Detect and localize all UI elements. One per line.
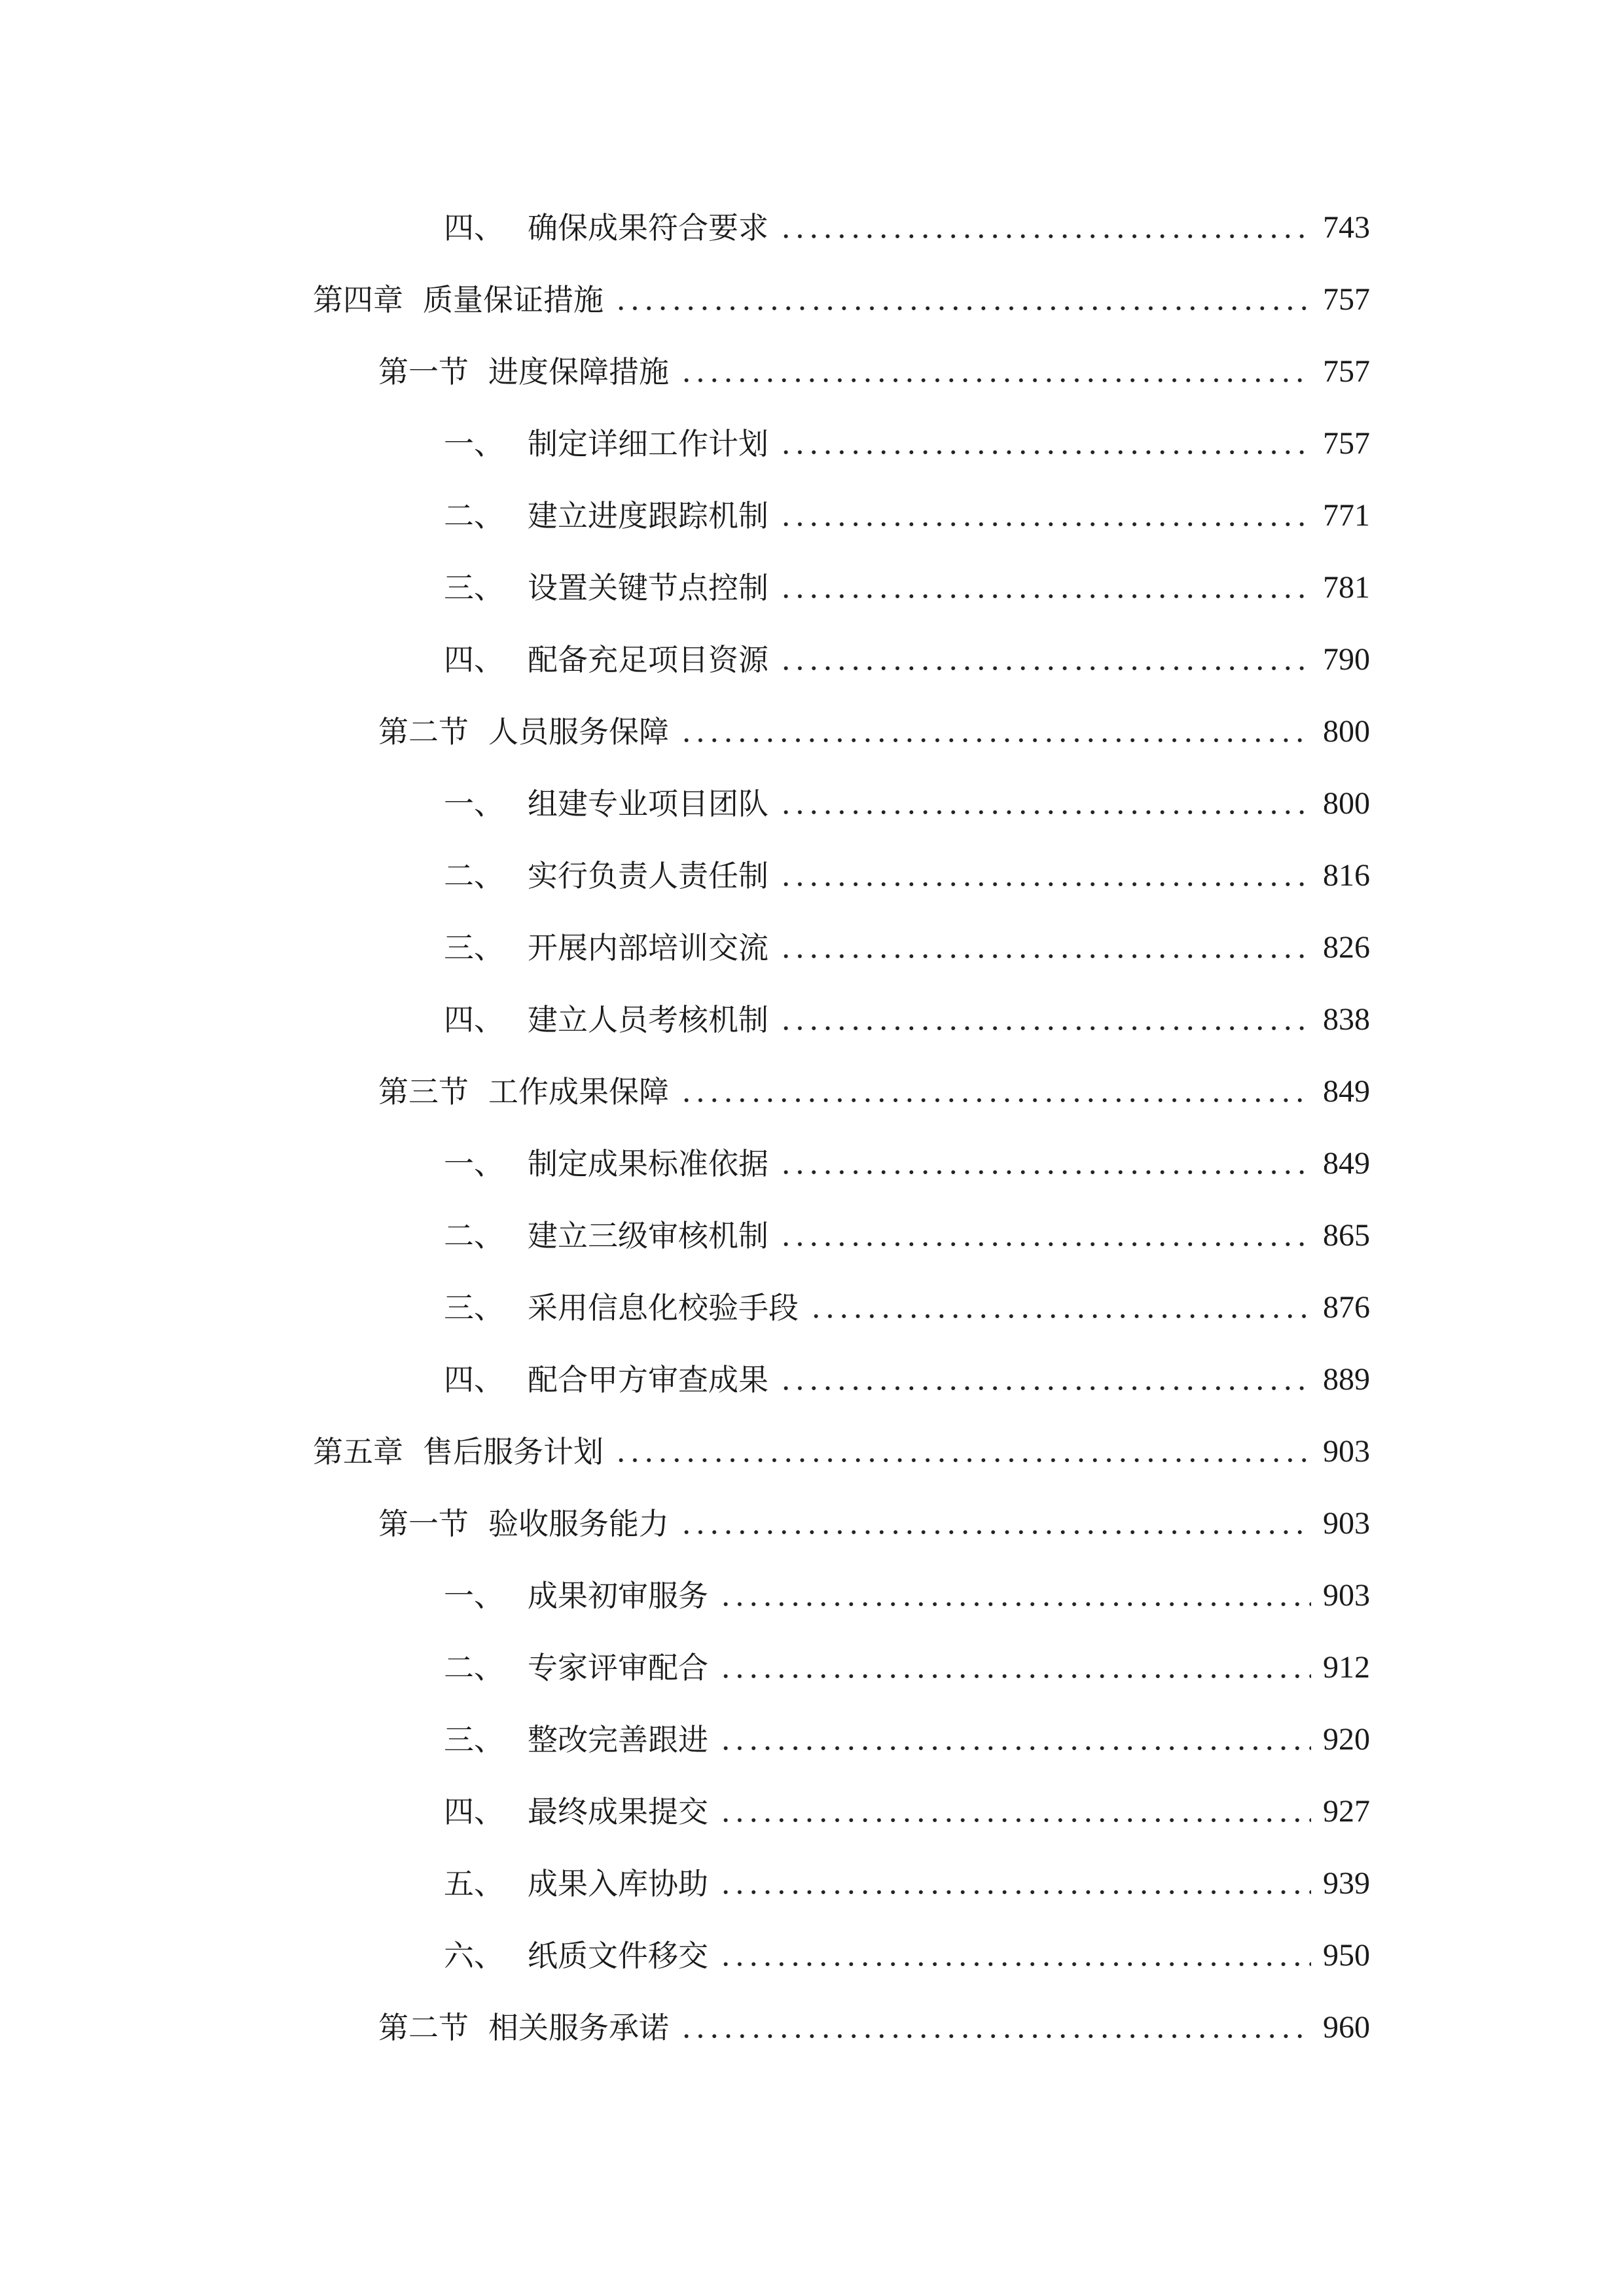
toc-entry-title: 确保成果符合要求: [528, 210, 768, 245]
toc-entry-number: 二、: [444, 1650, 504, 1685]
toc-entry-page: 757: [1323, 426, 1370, 461]
toc-entry-page: 826: [1323, 930, 1370, 965]
toc-entry-number: 六、: [444, 1938, 504, 1973]
toc-entry-title: 建立三级审核机制: [528, 1218, 768, 1253]
toc-entry[interactable]: [444, 418, 1370, 470]
toc-entry-page: 849: [1323, 1074, 1370, 1109]
toc-dot-leader: [779, 1385, 1311, 1391]
toc-entry-page: 903: [1323, 1506, 1370, 1541]
toc-entry[interactable]: [378, 1066, 1370, 1118]
toc-entry-number: 三、: [444, 930, 504, 965]
toc-entry[interactable]: [444, 1570, 1370, 1622]
toc-dot-leader: [719, 1961, 1311, 1967]
toc-entry-page: 790: [1323, 642, 1370, 677]
toc-dot-leader: [779, 1169, 1311, 1175]
toc-entry[interactable]: [378, 346, 1370, 398]
toc-entry-page: 800: [1323, 714, 1370, 749]
toc-entry-number: 第二节: [378, 2010, 469, 2045]
toc-entry-page: 757: [1323, 354, 1370, 389]
toc-dot-leader: [779, 233, 1311, 240]
toc-entry-title: 设置关键节点控制: [528, 570, 768, 605]
toc-entry-number: 一、: [444, 786, 504, 821]
toc-dot-leader: [719, 1673, 1311, 1679]
toc-entry-page: 865: [1323, 1218, 1370, 1253]
toc-entry[interactable]: [444, 778, 1370, 830]
toc-dot-leader: [679, 737, 1311, 744]
toc-entry[interactable]: [378, 1498, 1370, 1550]
toc-entry-page: 889: [1323, 1362, 1370, 1397]
toc-entry-number: 第一节: [378, 354, 469, 389]
toc-entry[interactable]: [313, 1426, 1370, 1478]
toc-entry-title: 纸质文件移交: [528, 1938, 708, 1973]
toc-entry-number: 一、: [444, 426, 504, 461]
toc-dot-leader: [779, 521, 1311, 528]
toc-entry-title: 建立人员考核机制: [528, 1002, 768, 1037]
toc-entry-number: 四、: [444, 642, 504, 677]
toc-entry-number: 四、: [444, 1362, 504, 1397]
toc-dot-leader: [719, 1601, 1311, 1607]
toc-entry[interactable]: [444, 1785, 1370, 1838]
toc-entry[interactable]: [444, 1354, 1370, 1406]
toc-entry-page: 800: [1323, 786, 1370, 821]
toc-entry-title: 进度保障措施: [488, 354, 669, 389]
toc-entry-title: 制定详细工作计划: [528, 426, 768, 461]
toc-dot-leader: [679, 2033, 1311, 2039]
toc-entry-page: 876: [1323, 1290, 1370, 1325]
toc-entry-page: 950: [1323, 1938, 1370, 1973]
toc-entry-page: 912: [1323, 1650, 1370, 1685]
toc-entry-title: 成果入库协助: [528, 1866, 708, 1901]
toc-entry-number: 第四章: [313, 282, 403, 317]
toc-dot-leader: [679, 1529, 1311, 1535]
toc-entry-page: 927: [1323, 1794, 1370, 1829]
toc-entry-number: 第一节: [378, 1506, 469, 1541]
toc-entry-title: 配备充足项目资源: [528, 642, 768, 677]
toc-entry-page: 757: [1323, 282, 1370, 317]
toc-entry[interactable]: [444, 1713, 1370, 1766]
toc-entry-number: 第二节: [378, 714, 469, 749]
toc-entry[interactable]: [444, 202, 1370, 254]
toc-entry[interactable]: [444, 994, 1370, 1046]
toc-entry-number: 三、: [444, 1722, 504, 1757]
toc-entry-title: 开展内部培训交流: [528, 930, 768, 965]
toc-dot-leader: [719, 1817, 1311, 1823]
toc-entry-number: 三、: [444, 1290, 504, 1325]
toc-entry[interactable]: [378, 2001, 1370, 2054]
toc-entry-title: 成果初审服务: [528, 1578, 708, 1613]
toc-entry-page: 838: [1323, 1002, 1370, 1037]
toc-entry-number: 二、: [444, 1218, 504, 1253]
toc-entry[interactable]: [444, 1641, 1370, 1694]
toc-dot-leader: [719, 1745, 1311, 1751]
toc-entry[interactable]: [444, 490, 1370, 542]
toc-entry[interactable]: [444, 1138, 1370, 1190]
toc-dot-leader: [779, 809, 1311, 816]
toc-entry-number: 第三节: [378, 1074, 469, 1109]
toc-dot-leader: [809, 1313, 1311, 1319]
toc-entry-title: 相关服务承诺: [488, 2010, 669, 2045]
toc-entry-title: 售后服务计划: [423, 1434, 604, 1469]
toc-entry-title: 实行负责人责任制: [528, 858, 768, 893]
toc-dot-leader: [614, 305, 1311, 312]
toc-entry-page: 960: [1323, 2010, 1370, 2045]
toc-entry-page: 781: [1323, 570, 1370, 605]
toc-entry-page: 743: [1323, 210, 1370, 245]
toc-entry[interactable]: [444, 634, 1370, 686]
toc-dot-leader: [679, 1097, 1311, 1103]
toc-entry-title: 建立进度跟踪机制: [528, 498, 768, 533]
toc-entry-page: 903: [1323, 1578, 1370, 1613]
toc-entry-number: 四、: [444, 210, 504, 245]
toc-entry-number: 二、: [444, 498, 504, 533]
toc-dot-leader: [779, 449, 1311, 456]
toc-entry-number: 一、: [444, 1578, 504, 1613]
toc-entry-title: 工作成果保障: [488, 1074, 669, 1109]
toc-entry-number: 第五章: [313, 1434, 403, 1469]
toc-entry-title: 质量保证措施: [423, 282, 604, 317]
toc-entry-title: 人员服务保障: [488, 714, 669, 749]
toc-entry[interactable]: [444, 1210, 1370, 1262]
toc-dot-leader: [779, 1025, 1311, 1031]
toc-entry-page: 816: [1323, 858, 1370, 893]
toc-entry-title: 专家评审配合: [528, 1650, 708, 1685]
toc-entry[interactable]: [444, 1857, 1370, 1910]
toc-entry-page: 939: [1323, 1866, 1370, 1901]
toc-dot-leader: [779, 593, 1311, 600]
toc-entry[interactable]: [444, 1282, 1370, 1334]
toc-entry[interactable]: [444, 1929, 1370, 1982]
toc-entry-number: 一、: [444, 1146, 504, 1181]
toc-entry-title: 最终成果提交: [528, 1794, 708, 1829]
toc-entry-page: 771: [1323, 498, 1370, 533]
toc-entry[interactable]: [444, 922, 1370, 974]
toc-entry[interactable]: [444, 562, 1370, 614]
toc-entry-title: 采用信息化校验手段: [528, 1290, 799, 1325]
toc-dot-leader: [779, 881, 1311, 888]
toc-entry-number: 五、: [444, 1866, 504, 1901]
toc-dot-leader: [719, 1889, 1311, 1895]
toc-entry[interactable]: [313, 274, 1370, 326]
toc-entry-number: 三、: [444, 570, 504, 605]
toc-dot-leader: [614, 1457, 1311, 1463]
toc-entry-title: 整改完善跟进: [528, 1722, 708, 1757]
toc-entry-page: 903: [1323, 1434, 1370, 1469]
toc-entry-number: 四、: [444, 1794, 504, 1829]
toc-dot-leader: [679, 377, 1311, 384]
toc-entry-number: 四、: [444, 1002, 504, 1037]
toc-entry-number: 二、: [444, 858, 504, 893]
toc-entry[interactable]: [444, 850, 1370, 902]
toc-dot-leader: [779, 665, 1311, 672]
toc-entry-page: 920: [1323, 1722, 1370, 1757]
toc-dot-leader: [779, 953, 1311, 960]
toc-entry-title: 制定成果标准依据: [528, 1146, 768, 1181]
toc-entry-title: 组建专业项目团队: [528, 786, 768, 821]
toc-entry-title: 配合甲方审查成果: [528, 1362, 768, 1397]
toc-entry-page: 849: [1323, 1146, 1370, 1181]
toc-dot-leader: [779, 1241, 1311, 1247]
toc-entry[interactable]: [378, 706, 1370, 758]
toc-entry-title: 验收服务能力: [488, 1506, 669, 1541]
